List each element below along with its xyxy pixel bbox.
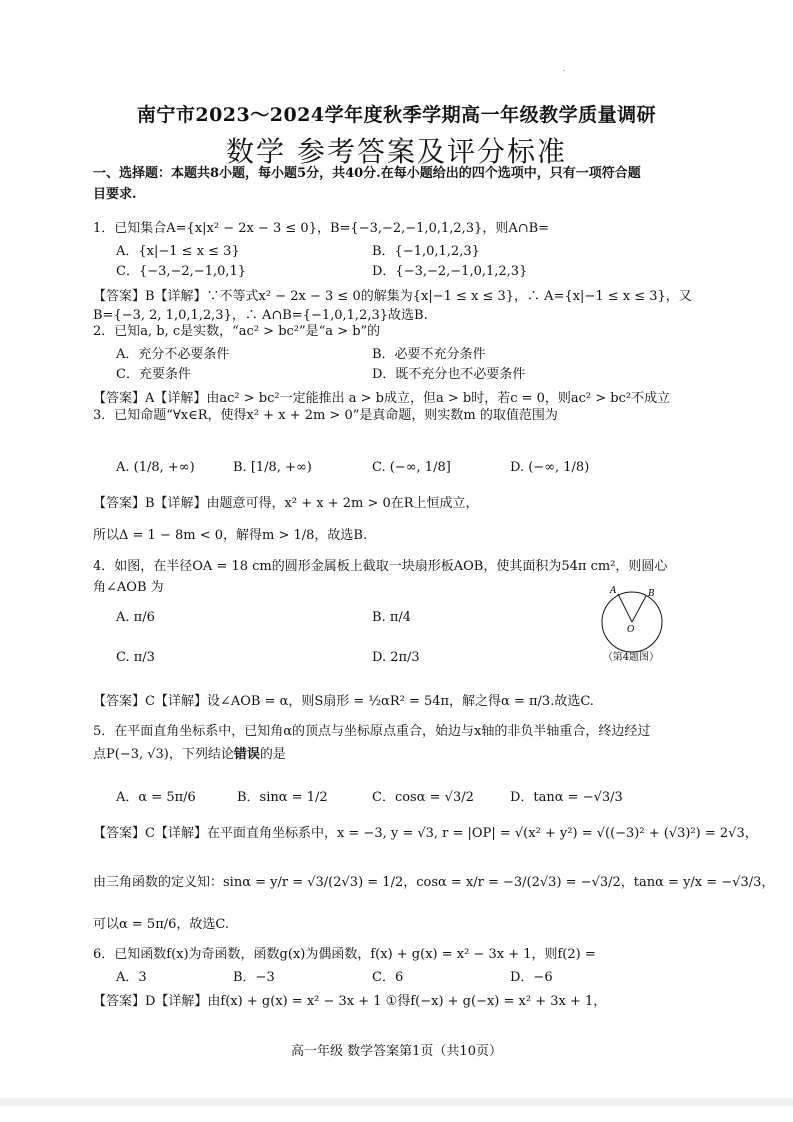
q3-answer-cont: 所以Δ = 1 − 8m < 0，解得m > 1/8，故选B. <box>93 528 368 543</box>
q6-answer: 【答案】D【详解】由f(x) + g(x) = x² − 3x + 1 ①得f(−x) + g(−x) = x² + 3x + 1， <box>93 994 607 1009</box>
figure-caption: （第4题图） <box>602 652 660 663</box>
q4-answer: 【答案】C【详解】设∠AOB = α，则S扇形 = ½αR² = 54π，解之得α = π/3.故选C. <box>93 694 594 709</box>
q4-option-a: A. π/6 <box>116 610 155 625</box>
q5-stem-emphasis: 错误 <box>233 747 260 762</box>
q6-option-c: C．6 <box>372 970 404 985</box>
question-5-stem-cont <box>93 746 286 763</box>
q2-answer: 【答案】A【详解】由ac² > bc²一定能推出 a > b成立，但a > b时，若c = 0，则ac² > bc²不成立 <box>93 391 671 406</box>
q3-option-d: D. (−∞, 1/8) <box>510 460 590 475</box>
q1-option-d: D．{−3,−2,−1,0,1,2,3} <box>372 264 528 279</box>
exam-title: 南宁市2023～2024学年度秋季学期高一年级教学质量调研 <box>136 104 657 126</box>
q2-option-c: C．充要条件 <box>116 367 191 382</box>
question-2-stem: 2．已知a, b, c是实数，“ac² > bc²”是“a > b”的 <box>93 324 381 339</box>
page-footer: 高一年级 数学答案第1页（共10页） <box>291 1044 502 1059</box>
q1-option-a: A．{x|−1 ≤ x ≤ 3} <box>116 244 240 259</box>
q5-stem-tail: 的是 <box>259 747 286 762</box>
question-4-stem-cont: 角∠AOB 为 <box>93 580 164 595</box>
q4-option-b: B. π/4 <box>372 610 412 625</box>
section-heading: 一、选择题：本题共8小题，每小题5分，共40分.在每小题给出的四个选项中，只有一项符合题 <box>93 166 641 181</box>
q2-option-a: A．充分不必要条件 <box>116 347 230 362</box>
section-heading-cont: 目要求. <box>93 187 137 202</box>
q5-answer-cont: 由三角函数的定义知：sinα = y/r = √3/(2√3) = 1/2，cosα = x/r = −3/(2√3) = −√3/2，tanα = y/x = −√3/3， <box>93 875 775 890</box>
q5-option-b: B．sinα = 1/2 <box>237 790 328 805</box>
q5-option-d: D．tanα = −√3/3 <box>510 790 623 805</box>
q1-answer-cont: B={−3, 2, 1,0,1,2,3}，∴ A∩B={−1,0,1,2,3}故选B. <box>93 308 428 323</box>
q3-option-a: A. (1/8, +∞) <box>116 460 195 475</box>
question-5-stem: 5．在平面直角坐标系中，已知角α的顶点与坐标原点重合，始边与x轴的非负半轴重合，终边经过 <box>93 724 651 739</box>
q5-option-c: C．cosα = √3/2 <box>372 790 474 805</box>
q2-option-d: D．既不充分也不必要条件 <box>372 367 526 382</box>
question-4-stem: 4．如图，在半径OA = 18 cm的圆形金属板上截取一块扇形板AOB，使其面积为54π cm²，则圆心 <box>93 559 668 574</box>
q6-option-b: B．−3 <box>233 970 275 985</box>
q6-option-a: A．3 <box>116 970 147 985</box>
q1-option-c: C．{−3,−2,−1,0,1} <box>116 264 247 279</box>
doc-subtitle: 数学 参考答案及评分标准 <box>226 135 567 168</box>
q5-option-a: A．α = 5π/6 <box>116 790 196 805</box>
question-1-stem: 1．已知集合A={x|x² − 2x − 3 ≤ 0}，B={−3,−2,−1,0,1,2,3}，则A∩B= <box>93 221 550 236</box>
q3-option-b: B. [1/8, +∞) <box>233 460 312 475</box>
q5-answer-end: 可以α = 5π/6，故选C. <box>93 917 230 932</box>
page-bottom-edge <box>0 1098 793 1106</box>
q5-answer: 【答案】C【详解】在平面直角坐标系中，x = −3, y = √3, r = |OP| = √(x² + y²) = √((−3)² + (√3)²) = 2√3， <box>93 826 758 841</box>
question-3-stem: 3．已知命题“∀x∈R，使得x² + x + 2m > 0”是真命题，则实数m 的取值范围为 <box>93 408 558 423</box>
q5-stem-part: 点P(−3, √3)，下列结论 <box>93 747 234 762</box>
figure-label-b: B <box>648 589 655 599</box>
q3-answer: 【答案】B【详解】由题意可得，x² + x + 2m > 0在R上恒成立， <box>93 496 479 511</box>
q3-option-c: C. (−∞, 1/8] <box>372 460 451 475</box>
q2-option-b: B．必要不充分条件 <box>372 347 486 362</box>
scan-dot: . <box>563 66 565 73</box>
figure-label-o: O <box>627 625 635 635</box>
q1-answer: 【答案】B【详解】∵不等式x² − 2x − 3 ≤ 0的解集为{x|−1 ≤ x ≤ 3}，∴ A={x|−1 ≤ x ≤ 3}，又 <box>93 289 692 304</box>
figure-label-a: A <box>610 586 617 596</box>
q4-option-d: D. 2π/3 <box>372 650 420 665</box>
q6-option-d: D．−6 <box>510 970 553 985</box>
q4-option-c: C. π/3 <box>116 650 155 665</box>
q1-option-b: B．{−1,0,1,2,3} <box>372 244 480 259</box>
question-6-stem: 6．已知函数f(x)为奇函数，函数g(x)为偶函数，f(x) + g(x) = x² − 3x + 1，则f(2) = <box>93 947 596 962</box>
